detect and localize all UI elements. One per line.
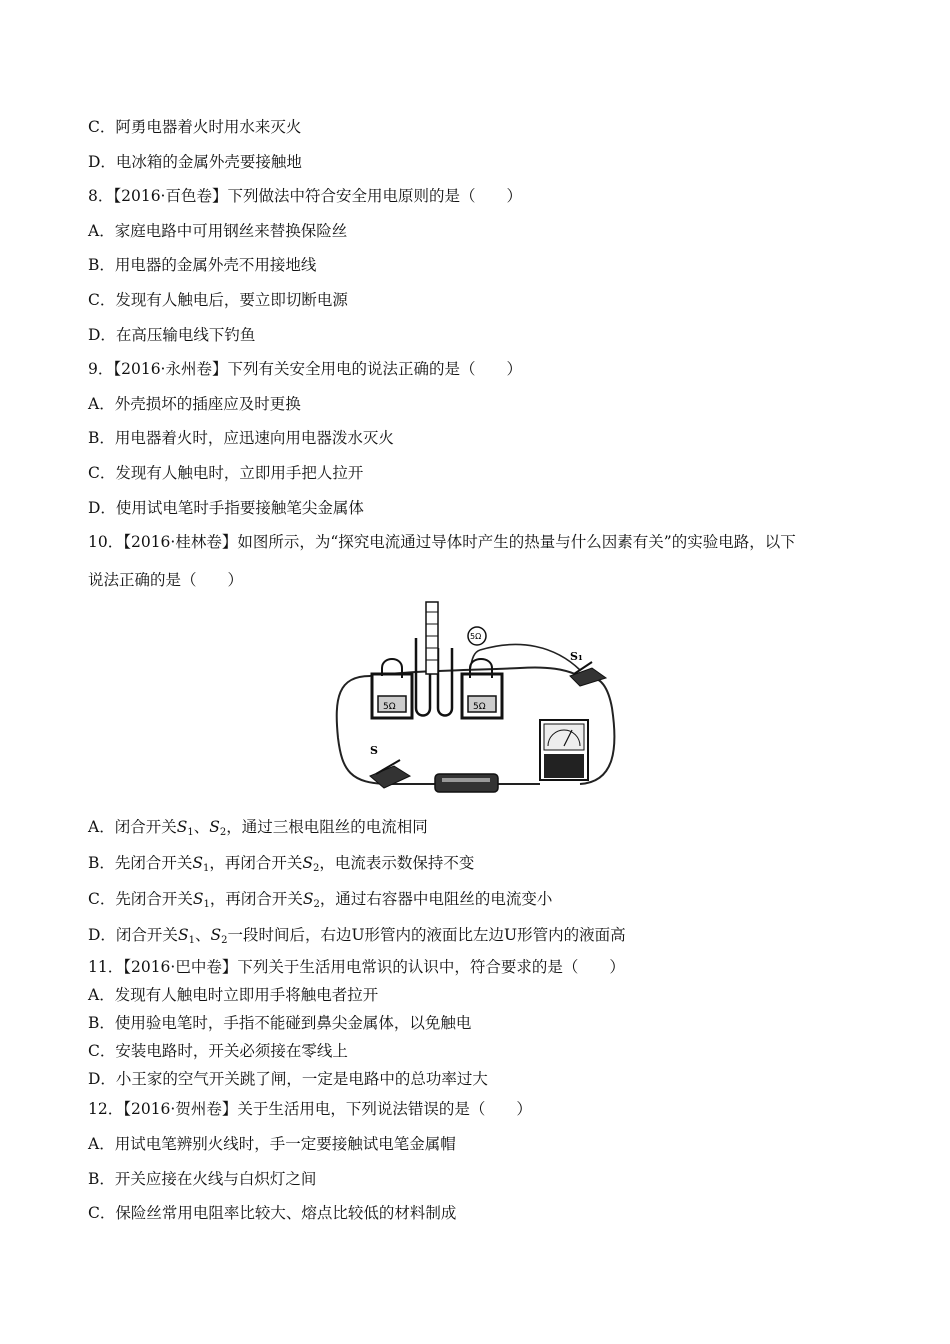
scale-ruler <box>426 602 438 674</box>
q8-option-d: D．在高压输电线下钓鱼 <box>88 326 256 344</box>
q8-option-b: B．用电器的金属外壳不用接地线 <box>88 256 317 274</box>
q12-option-b: B．开关应接在火线与白炽灯之间 <box>88 1170 317 1188</box>
q9-option-d: D．使用试电笔时手指要接触笔尖金属体 <box>88 499 364 517</box>
right-resistor-label: 5Ω <box>473 702 486 712</box>
q11-option-c: C．安装电路时，开关必须接在零线上 <box>88 1042 348 1060</box>
switch-s-label: S <box>370 744 378 757</box>
q11-option-b: B．使用验电笔时，手指不能碰到鼻尖金属体，以免触电 <box>88 1014 472 1032</box>
q8-option-a: A．家庭电路中可用钢丝来替换保险丝 <box>88 222 348 240</box>
q9-option-b: B．用电器着火时，应迅速向用电器泼水灭火 <box>88 429 394 447</box>
circuit-wire <box>480 644 580 670</box>
u-tube-right <box>438 648 452 716</box>
q8-option-c: C．发现有人触电后，要立即切断电源 <box>88 291 348 309</box>
q10-option-b: B．先闭合开关$S_1$，再闭合开关$S_2$，电流表示数保持不变 <box>88 854 475 874</box>
q10-option-a: A．闭合开关$S_1$、$S_2$，通过三根电阻丝的电流相同 <box>88 818 428 838</box>
left-resistor-label: 5Ω <box>383 702 396 712</box>
q10-option-c: C．先闭合开关$S_1$，再闭合开关$S_2$，通过右容器中电阻丝的电流变小 <box>88 890 553 910</box>
q12-option-c: C．保险丝常用电阻率比较大、熔点比较低的材料制成 <box>88 1204 457 1222</box>
q10-stem-line1: 10．【2016·桂林卷】如图所示，为“探究电流通过导体时产生的热量与什么因素有关”的实验电路，以下 <box>88 533 796 551</box>
q7-option-d: D．电冰箱的金属外壳要接触地 <box>88 153 302 171</box>
q12-stem: 12．【2016·贺州卷】关于生活用电，下列说法错误的是（ ） <box>88 1100 532 1118</box>
q12-option-a: A．用试电笔辨别火线时，手一定要接触试电笔金属帽 <box>88 1135 456 1153</box>
switch-s1-label: S₁ <box>570 650 583 663</box>
q10-option-d: D．闭合开关$S_1$、$S_2$一段时间后，右边U形管内的液面比左边U形管内的液面高 <box>88 926 626 946</box>
q10-circuit-figure <box>330 598 620 798</box>
q10-stem-line2: 说法正确的是（ ） <box>88 571 244 589</box>
top-resistor-label: 5Ω <box>470 632 482 641</box>
q11-stem: 11．【2016·巴中卷】下列关于生活用电常识的认识中，符合要求的是（ ） <box>88 958 625 976</box>
q7-option-c: C．阿勇电器着火时用水来灭火 <box>88 118 302 136</box>
q11-option-d: D．小王家的空气开关跳了闸，一定是电路中的总功率过大 <box>88 1070 488 1088</box>
q9-option-a: A．外壳损坏的插座应及时更换 <box>88 395 301 413</box>
battery <box>435 774 498 792</box>
q8-stem: 8．【2016·百色卷】下列做法中符合安全用电原则的是（ ） <box>88 187 522 205</box>
q9-option-c: C．发现有人触电时，立即用手把人拉开 <box>88 464 364 482</box>
q11-option-a: A．发现有人触电时立即用手将触电者拉开 <box>88 986 379 1004</box>
q9-stem: 9．【2016·永州卷】下列有关安全用电的说法正确的是（ ） <box>88 360 522 378</box>
switch-s1 <box>570 668 606 686</box>
